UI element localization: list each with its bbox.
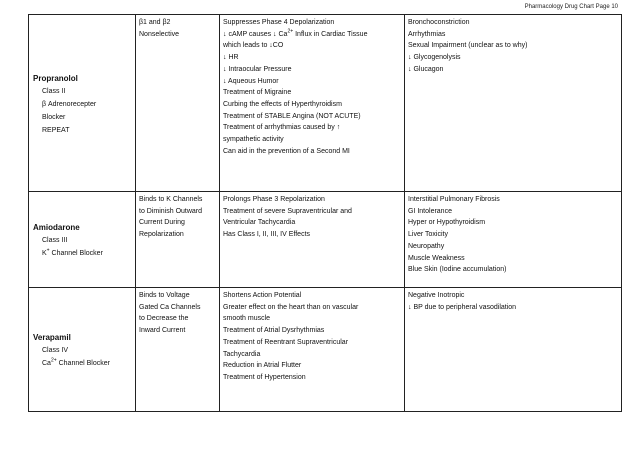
cell-line: Treatment of arrhythmias caused by ↑	[223, 124, 341, 132]
cell-line: to Diminish Outward	[139, 207, 203, 215]
drug-class-line: K+ Channel Blocker	[42, 247, 103, 257]
cell-line: to Decrease the	[139, 315, 189, 323]
side-effects-cell	[405, 288, 622, 412]
cell-line: which leads to ↓CO	[223, 42, 284, 50]
cell-line: ↓ Glycogenolysis	[408, 54, 461, 62]
effects-cell	[220, 15, 405, 192]
cell-line: Repolarization	[139, 231, 184, 239]
cell-line: Has Class I, II, III, IV Effects	[223, 231, 311, 239]
drug-class-line: Class IV	[42, 347, 69, 354]
table-row	[29, 192, 622, 288]
drug-cell	[29, 192, 136, 288]
cell-line: Treatment of Atrial Dysrhythmias	[223, 327, 325, 335]
cell-line: Current During	[139, 219, 185, 227]
cell-line: Tachycardia	[223, 350, 261, 358]
effects-cell	[220, 288, 405, 412]
drug-class-line: Blocker	[42, 113, 66, 121]
cell-line: Binds to K Channels	[139, 196, 203, 203]
side-effects-cell	[405, 15, 622, 192]
drug-class-line: β Adrenorecepter	[42, 100, 97, 108]
cell-line: Sexual Impairment (unclear as to why)	[408, 42, 528, 50]
mechanism-cell	[136, 192, 220, 288]
drug-class-line: $Ca^{2+}$ Channel Blocker	[42, 357, 110, 367]
cell-line: Liver Toxicity	[408, 231, 448, 239]
table-row	[29, 15, 622, 192]
cell-line: Suppresses Phase 4 Depolarization	[223, 19, 335, 26]
cell-line: ↓ Aqueous Humor	[223, 77, 279, 85]
mechanism-cell	[136, 288, 220, 412]
cell-line: Bronchoconstriction	[408, 19, 470, 26]
cell-line: Shortens Action Potential	[223, 292, 302, 299]
cell-line: Neuropathy	[408, 242, 445, 250]
cell-line: ↓ cAMP causes ↓ $Ca^{2+}$ Influx in Cardiac Tissue	[223, 28, 368, 38]
cell-line: Treatment of Migraine	[223, 89, 292, 97]
cell-line: Curbing the effects of Hyperthyroidism	[223, 100, 342, 108]
drug-cell	[29, 15, 136, 192]
drug-cell	[29, 288, 136, 412]
side-effects-cell	[405, 192, 622, 288]
cell-line: Prolongs Phase 3 Repolarization	[223, 196, 325, 203]
cell-line: Muscle Weakness	[408, 254, 465, 262]
drug-class-line: Class II	[42, 87, 66, 95]
cell-line: Nonselective	[139, 30, 180, 38]
cell-line: β1 and β2	[139, 19, 171, 26]
drug-class-info	[33, 85, 132, 137]
page-header: Pharmacology Drug Chart Page 10	[524, 4, 618, 10]
cell-line: GI Intolerance	[408, 207, 452, 215]
drug-class-line: REPEAT	[42, 126, 70, 134]
cell-line: Interstitial Pulmonary Fibrosis	[408, 196, 500, 203]
drug-class-info	[33, 234, 132, 260]
cell-line: Gated Ca Channels	[139, 303, 201, 311]
cell-line: Treatment of Hypertension	[223, 373, 306, 381]
cell-line: sympathetic activity	[223, 136, 284, 144]
cell-line: Can aid in the prevention of a Second MI	[223, 147, 350, 155]
drug-name: Propranolol	[33, 73, 78, 83]
cell-line: Blue Skin (Iodine accumulation)	[408, 266, 507, 274]
cell-line: Binds to Voltage	[139, 292, 190, 299]
cell-line: ↓ Intraocular Pressure	[223, 65, 292, 73]
cell-line: Ventricular Tachycardia	[223, 219, 296, 227]
cell-line: Greater effect on the heart than on vascular	[223, 303, 359, 311]
cell-line: Inward Current	[139, 327, 186, 335]
table-row	[29, 288, 622, 412]
effects-cell	[220, 192, 405, 288]
mechanism-cell	[136, 15, 220, 192]
cell-line: Negative Inotropic	[408, 292, 465, 299]
drug-class-line: Class III	[42, 237, 68, 244]
cell-line: Hyper or Hypothyroidism	[408, 219, 486, 227]
drug-name: Amiodarone	[33, 223, 80, 232]
drug-name: Verapamil	[33, 333, 71, 342]
drug-chart-table	[28, 14, 622, 412]
cell-line: smooth muscle	[223, 315, 271, 323]
cell-line: Treatment of STABLE Angina (NOT ACUTE)	[223, 112, 361, 120]
cell-line: ↓ Glucagon	[408, 65, 444, 73]
cell-line: Treatment of Reentrant Supraventricular	[223, 338, 349, 346]
cell-line: Reduction in Atrial Flutter	[223, 362, 302, 370]
cell-line: ↓ BP due to peripheral vasodilation	[408, 303, 517, 311]
cell-line: Treatment of severe Supraventricular and	[223, 207, 352, 215]
drug-class-info	[33, 344, 132, 370]
cell-line: ↓ HR	[223, 54, 239, 62]
cell-line: Arrhythmias	[408, 30, 446, 38]
